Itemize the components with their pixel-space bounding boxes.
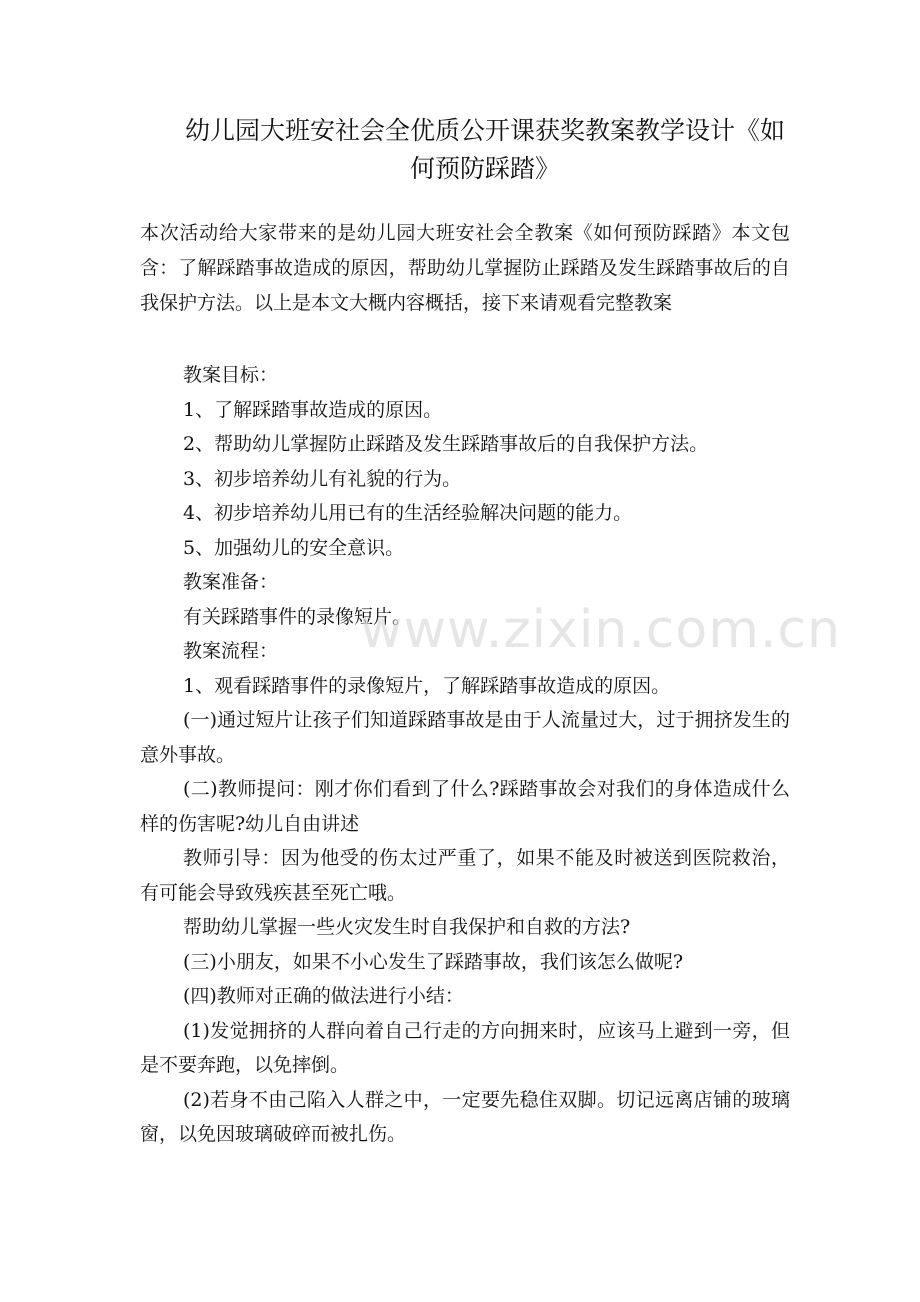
site-watermark: www.zixin.com.cn: [360, 600, 841, 660]
preparation-item: 有关踩踏事件的录像短片。: [183, 605, 412, 628]
goal-item: 3、初步培养幼儿有礼貌的行为。: [183, 467, 462, 490]
process-paragraph: 帮助幼儿掌握一些火灾发生时自我保护和自救的方法?: [183, 916, 631, 938]
goal-item: 5、加强幼儿的安全意识。: [183, 536, 405, 559]
process-paragraph: (1)发觉拥挤的人群向着自己行走的方向拥来时，应该马上避到一旁，但是不要奔跑，以免摔倒。: [140, 1019, 790, 1076]
section-heading-goals: 教案目标：: [183, 364, 279, 386]
process-paragraph: (四)教师对正确的做法进行小结：: [183, 985, 464, 1007]
goal-item: 4、初步培养幼儿用已有的生活经验解决问题的能力。: [183, 502, 633, 524]
process-paragraph: (三)小朋友，如果不小心发生了踩踏事故，我们该怎么做呢?: [183, 950, 684, 973]
lesson-plan-content: [140, 358, 790, 1152]
process-paragraph: (二)教师提问：刚才你们看到了什么?踩踏事故会对我们的身体造成什么样的伤害呢?幼儿自由讲述: [140, 778, 790, 835]
process-step: 1、观看踩踏事件的录像短片，了解踩踏事故造成的原因。: [183, 674, 671, 697]
goal-item: 2、帮助幼儿掌握防止踩踏及发生踩踏事故后的自我保护方法。: [183, 433, 709, 455]
process-paragraph: 教师引导：因为他受的伤太过严重了，如果不能及时被送到医院救治，有可能会导致残疾甚至死亡哦。: [140, 847, 790, 904]
document-title: 幼儿园大班安社会全优质公开课获奖教案教学设计《如何预防踩踏》: [184, 116, 785, 183]
section-heading-process: 教案流程：: [183, 640, 279, 662]
intro-paragraph: 本次活动给大家带来的是幼儿园大班安社会全教案《如何预防踩踏》本文包含：了解踩踏事故造成的原因，帮助幼儿掌握防止踩踏及发生踩踏事故后的自我保护方法。以上是本文大概内容概括，接下来请观看完整教案: [140, 222, 790, 314]
process-paragraph: (2)若身不由己陷入人群之中，一定要先稳住双脚。切记远离店铺的玻璃窗，以免因玻璃破碎而被扎伤。: [140, 1088, 790, 1145]
goal-item: 1、了解踩踏事故造成的原因。: [183, 398, 443, 421]
section-heading-preparation: 教案准备：: [183, 571, 279, 593]
document-body: [140, 216, 790, 1152]
process-paragraph: (一)通过短片让孩子们知道踩踏事故是由于人流量过大，过于拥挤发生的意外事故。: [140, 709, 790, 766]
